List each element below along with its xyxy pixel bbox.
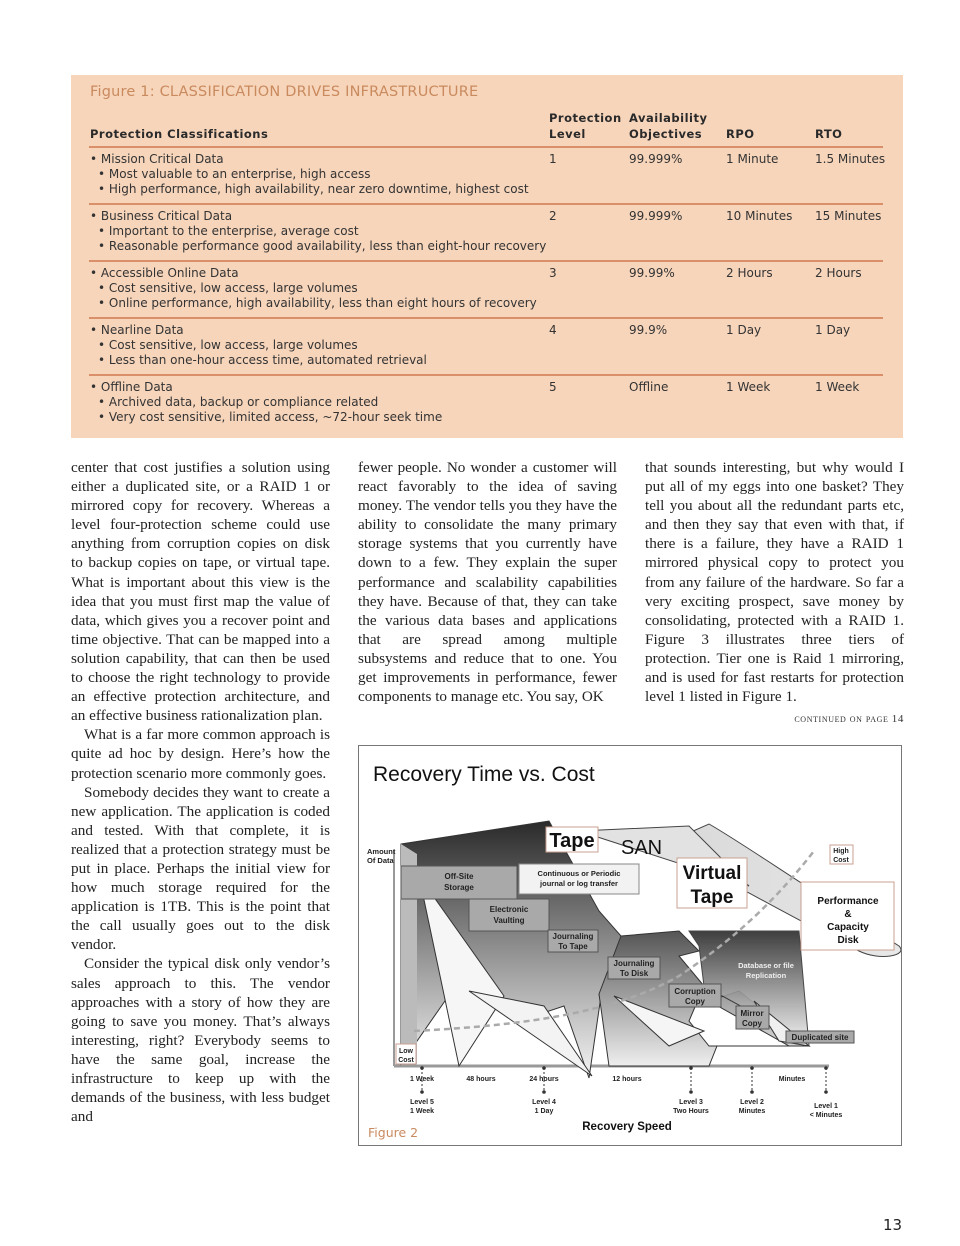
svg-text:Corruption: Corruption [674,987,716,996]
svg-text:Minutes: Minutes [738,1108,766,1115]
svg-text:Mirror: Mirror [740,1009,764,1018]
svg-text:Vaulting: Vaulting [493,916,525,925]
paragraph: Consider the typical disk only vendor’s sales approach to this. The vendor approaches with a story of how they are going to save you money. That’s always interesting, right? Everybody seems to have the same goal, increase the infrastructure to keep up with the demands of the business, with less budget and [71,955,330,1126]
svg-text:Minutes: Minutes [778,1076,806,1083]
svg-text:48 hours: 48 hours [466,1076,496,1083]
rpo-cell: 1 Minute [726,152,779,166]
header-rto: RTO [815,127,843,141]
svg-text:Level 2: Level 2 [740,1099,764,1106]
table-row [89,209,889,266]
page-number: 13 [883,1216,903,1234]
figure-1-title: Figure 1: CLASSIFICATION DRIVES INFRASTRUCTURE [90,84,479,100]
figure-2-diagram [358,745,902,1146]
table-row [89,152,889,209]
availability-cell: 99.999% [629,152,683,166]
availability-cell: 99.99% [629,266,675,280]
svg-text:24 hours: 24 hours [529,1076,559,1083]
svg-text:&: & [844,909,852,920]
rpo-cell: 1 Day [726,323,762,337]
classification-cell: • Mission Critical Data • Most valuable to an enterprise, high access • High performance, high availability, near zero downtime, highest cost [90,152,529,197]
availability-cell: 99.999% [629,209,683,223]
article-column-1 [71,458,330,1126]
svg-text:Journaling: Journaling [552,932,594,941]
svg-text:Two Hours: Two Hours [673,1108,709,1115]
paragraph: center that cost justifies a solution using either a duplicated site, or a RAID 1 or mirrored copy for recovery. Whereas a level four-protection scheme could use anything from corruption copies on disk to backup copies on tape, or virtual tape. What is important about this view is the idea that you must first map the value of data, which gives you a recover point and time objective. That can be mapped into a solution capability, that can then be used to choose the right technology to provide an effective protection architecture, and an effective business rationalization plan. [71,459,330,725]
svg-text:Journaling: Journaling [613,959,655,968]
svg-text:Virtual: Virtual [682,863,742,884]
rto-cell: 1.5 Minutes [815,152,886,166]
svg-text:Database or file: Database or file [738,961,794,970]
svg-text:Amount: Amount [367,847,396,856]
paragraph: What is a far more common approach is quite ad hoc by design. Here’s how the protection scenario more commonly goes. [71,726,330,782]
rto-cell: 1 Week [815,380,860,394]
svg-text:Level 1: Level 1 [814,1103,838,1110]
svg-text:Level 4: Level 4 [532,1099,556,1106]
svg-text:1 Week: 1 Week [410,1076,434,1083]
article-column-3 [645,458,904,706]
svg-text:Replication: Replication [745,971,787,980]
article-column-2 [358,458,617,706]
header-protection-classifications: Protection Classifications [90,127,269,141]
svg-text:Tape: Tape [549,830,595,852]
level-cell: 2 [549,209,557,223]
svg-text:12 hours: 12 hours [612,1076,642,1083]
svg-text:To Disk: To Disk [619,969,649,978]
svg-text:Electronic: Electronic [489,905,529,914]
figure-1-table [71,75,903,438]
rpo-cell: 1 Week [726,380,771,394]
svg-text:Disk: Disk [837,935,859,946]
figure-2-caption: Figure 2 [368,1125,419,1140]
recovery-time-vs-cost-diagram [359,746,902,1146]
svg-text:journal or log transfer: journal or log transfer [540,879,618,888]
paragraph: that sounds interesting, but why would I put all of my eggs into one basket? They tell you about all the redundant parts etc, and then they say that even with that, if there is a failure, they have a RAID 1 mirrored physical copy to protect you from any failure of the hardware. So far a very exciting prospect, save money by consolidating, protected with a RAID 1. Figure 3 illustrates three tiers of protection. Tier one is Raid 1 mirroring, and is used for fast restarts for protection level 1 listed in Figure 1. [645,459,904,706]
svg-text:Copy: Copy [742,1019,762,1028]
svg-text:< Minutes: < Minutes [809,1112,843,1119]
rto-cell: 15 Minutes [815,209,882,223]
classification-cell: • Offline Data • Archived data, backup or compliance related • Very cost sensitive, limited access, ~72-hour seek time [90,380,443,425]
table-row [89,266,889,323]
classification-cell: • Business Critical Data • Important to the enterprise, average cost • Reasonable performance good availability, less than eight-hour recovery [90,209,547,254]
table-row [89,323,889,380]
svg-text:Off-Site: Off-Site [444,872,474,881]
rto-cell: 1 Day [815,323,851,337]
svg-text:Low: Low [399,1048,413,1055]
svg-text:Level 3: Level 3 [679,1099,703,1106]
header-protection-level: Protection Level [549,111,622,141]
table-row [89,380,889,437]
classification-cell: • Accessible Online Data • Cost sensitive, low access, large volumes • Online performance, high availability, less than eight hours of recovery [90,266,537,311]
paragraph: Somebody decides they want to create a new application. The application is coded and tested. With that complete, it is realized that a protection strategy must be put in place. Perhaps the initial view for how much storage required for the application is 1TB. This is the point that the call usually goes out to the disk vendor. [71,783,330,954]
svg-text:Performance: Performance [817,896,879,907]
svg-text:Level 5: Level 5 [410,1099,434,1106]
level-cell: 4 [549,323,557,337]
svg-text:Capacity: Capacity [827,922,869,933]
paragraph: fewer people. No wonder a customer will react favorably to the idea of saving money. The vendor tells you they have the ability to consolidate the many primary storage systems that you currently have down to a few. They explain the super performance and scalability capabilities they have. Because of that, they can take the various data bases and applications that are spread among multiple subsystems and reduce that to one. You get improvements in performance, fewer components to manage etc. You say, OK [358,459,617,706]
svg-text:Duplicated site: Duplicated site [791,1033,849,1042]
header-availability-objectives: Availability Objectives [629,111,708,141]
classification-cell: • Nearline Data • Cost sensitive, low access, large volumes • Less than one-hour access time, automated retrieval [90,323,427,368]
header-rpo: RPO [726,127,755,141]
rpo-cell: 2 Hours [726,266,773,280]
availability-cell: Offline [629,380,669,394]
svg-text:Continuous or Periodic: Continuous or Periodic [537,869,621,878]
rto-cell: 2 Hours [815,266,862,280]
svg-text:Storage: Storage [444,883,474,892]
diagram-title: Recovery Time vs. Cost [373,763,595,786]
rpo-cell: 10 Minutes [726,209,793,223]
level-cell: 3 [549,266,557,280]
svg-text:1 Day: 1 Day [534,1108,554,1115]
svg-text:Recovery Speed: Recovery Speed [582,1121,672,1133]
svg-text:Copy: Copy [685,997,705,1006]
level-cell: 5 [549,380,557,394]
divider [89,146,883,148]
availability-cell: 99.9% [629,323,668,337]
svg-text:Cost: Cost [833,857,849,864]
svg-text:Of Data: Of Data [367,856,394,865]
continued-on-page: continued on page 14 [794,713,904,725]
svg-text:High: High [833,848,849,855]
svg-text:Cost: Cost [398,1057,414,1064]
level-cell: 1 [549,152,557,166]
svg-text:To Tape: To Tape [558,942,588,951]
svg-text:SAN: SAN [621,837,663,859]
svg-text:Tape: Tape [690,887,734,908]
svg-text:1 Week: 1 Week [410,1108,434,1115]
